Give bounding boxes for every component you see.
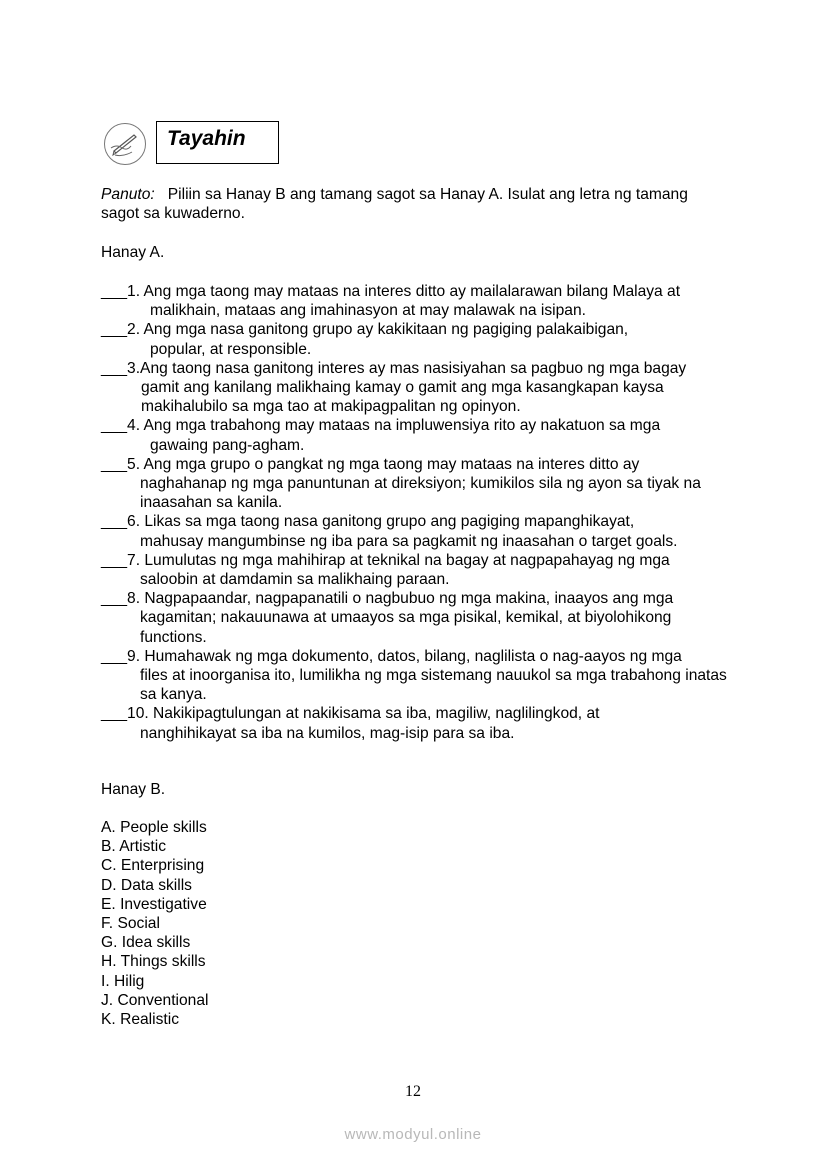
answer-blank[interactable]: ___: [101, 513, 128, 531]
question-text: Ang mga nasa ganitong grupo ay kakikitaan ng pagiging palakaibigan,: [143, 321, 629, 339]
question-item: [101, 416, 741, 454]
hanay-a-list: [101, 282, 741, 743]
section-title-box: [156, 121, 279, 164]
question-item: [101, 551, 741, 589]
choice-item: H. Things skills: [101, 953, 206, 971]
question-continuation: mahusay mangumbinse ng iba para sa pagkamit ng inaasahan o target goals.: [140, 532, 678, 550]
answer-blank[interactable]: ___: [101, 590, 128, 608]
answer-blank[interactable]: ___: [101, 359, 128, 377]
question-item: [101, 589, 741, 647]
question-continuation: saloobin at damdamin sa malikhaing paraan.: [140, 571, 450, 589]
choice-item: J. Conventional: [101, 991, 209, 1009]
question-continuation: naghahanap ng mga panuntunan at direksiyon; kumikilos sila ng ayon sa tiyak na inaasahan sa kanila.: [140, 475, 701, 512]
question-first-line: [101, 416, 741, 435]
question-item: [101, 359, 741, 417]
question-continuation: gamit ang kanilang malikhaing kamay o gamit ang mga kasangkapan kaysa makihalubilo sa mga tao at makipagpalitan ng opinyon.: [141, 379, 664, 416]
question-continuation: popular, at responsible.: [150, 340, 312, 358]
question-text: Ang mga grupo o pangkat ng mga taong may mataas na interes ditto ay: [143, 455, 640, 473]
question-number: 4.: [127, 417, 144, 435]
question-number: 8.: [127, 590, 145, 608]
question-first-line: [101, 320, 741, 339]
question-item: [101, 647, 741, 705]
question-number: 1.: [127, 283, 144, 300]
question-text: Ang mga taong may mataas na interes ditto ay mailalarawan bilang Malaya at: [143, 283, 681, 300]
question-number: 10.: [127, 705, 154, 723]
question-item: [101, 704, 741, 742]
question-continuation: gawaing pang-agham.: [150, 436, 305, 454]
question-first-line: [101, 455, 741, 474]
answer-blank[interactable]: ___: [101, 417, 128, 435]
choice-item: D. Data skills: [101, 876, 192, 894]
answer-blank[interactable]: ___: [101, 647, 128, 665]
question-number: 3.: [127, 359, 141, 377]
question-text: Nagpapaandar, nagpapanatili o nagbubuo ng mga makina, inaayos ang mga: [144, 590, 674, 608]
answer-blank[interactable]: ___: [101, 455, 128, 473]
answer-blank[interactable]: ___: [101, 283, 128, 300]
question-item: [101, 282, 741, 320]
question-text: Likas sa mga taong nasa ganitong grupo ang pagiging mapanghikayat,: [144, 513, 635, 531]
answer-blank[interactable]: ___: [101, 551, 128, 569]
choice-item: G. Idea skills: [101, 934, 191, 952]
question-number: 2.: [127, 321, 144, 339]
question-item: [101, 455, 741, 513]
question-text: Ang taong nasa ganitong interes ay mas nasisiyahan sa pagbuo ng mga bagay: [140, 359, 687, 377]
question-first-line: [101, 647, 741, 666]
question-continuation: nanghihikayat sa iba na kumilos, mag-isip para sa iba.: [140, 724, 515, 742]
hanay-a-heading: Hanay A.: [101, 244, 165, 261]
choice-item: E. Investigative: [101, 895, 207, 913]
question-first-line: [101, 359, 741, 378]
question-number: 5.: [127, 455, 144, 473]
answer-blank[interactable]: ___: [101, 321, 128, 339]
question-text: Lumulutas ng mga mahihirap at teknikal na bagay at nagpapahayag ng mga: [144, 551, 670, 569]
instructions-label: Panuto:: [101, 186, 155, 203]
question-item: [101, 512, 741, 550]
choice-item: A. People skills: [101, 819, 207, 836]
question-first-line: [101, 704, 741, 723]
watermark: www.modyul.online: [344, 1126, 482, 1143]
hanay-b-list: [101, 818, 209, 1029]
instructions-text: Piliin sa Hanay B ang tamang sagot sa Hanay A. Isulat ang letra ng tamang sagot sa kuwaderno.: [101, 186, 688, 223]
question-continuation: kagamitan; nakauunawa at umaayos sa mga pisikal, kemikal, at biyolohikong functions.: [140, 609, 672, 646]
question-continuation: files at inoorganisa ito, lumilikha ng mga sistemang nauukol sa mga trabahong inatas sa kanya.: [140, 667, 727, 704]
choice-item: K. Realistic: [101, 1011, 179, 1029]
instructions: [101, 185, 721, 223]
question-first-line: [101, 589, 741, 608]
question-text: Ang mga trabahong may mataas na impluwensiya rito ay nakatuon sa mga: [143, 417, 661, 435]
choice-item: F. Social: [101, 915, 160, 933]
question-text: Nakikipagtulungan at nakikisama sa iba, magiliw, naglilingkod, at: [153, 705, 600, 723]
question-number: 6.: [127, 513, 145, 531]
question-number: 9.: [127, 647, 145, 665]
hanay-b-heading: Hanay B.: [101, 781, 166, 798]
question-first-line: [101, 282, 741, 301]
choice-item: I. Hilig: [101, 972, 145, 990]
question-number: 7.: [127, 551, 145, 569]
question-text: Humahawak ng mga dokumento, datos, bilang, naglilista o nag-aayos ng mga: [144, 647, 682, 665]
question-continuation: malikhain, mataas ang imahinasyon at may malawak na isipan.: [150, 302, 586, 320]
question-item: [101, 320, 741, 358]
question-first-line: [101, 551, 741, 570]
choice-item: B. Artistic: [101, 838, 166, 856]
page-number: 12: [405, 1083, 421, 1100]
answer-blank[interactable]: ___: [101, 705, 128, 723]
pen-writing-icon: [104, 123, 146, 165]
section-title: Tayahin: [167, 127, 246, 150]
question-first-line: [101, 512, 741, 531]
choice-item: C. Enterprising: [101, 857, 205, 875]
